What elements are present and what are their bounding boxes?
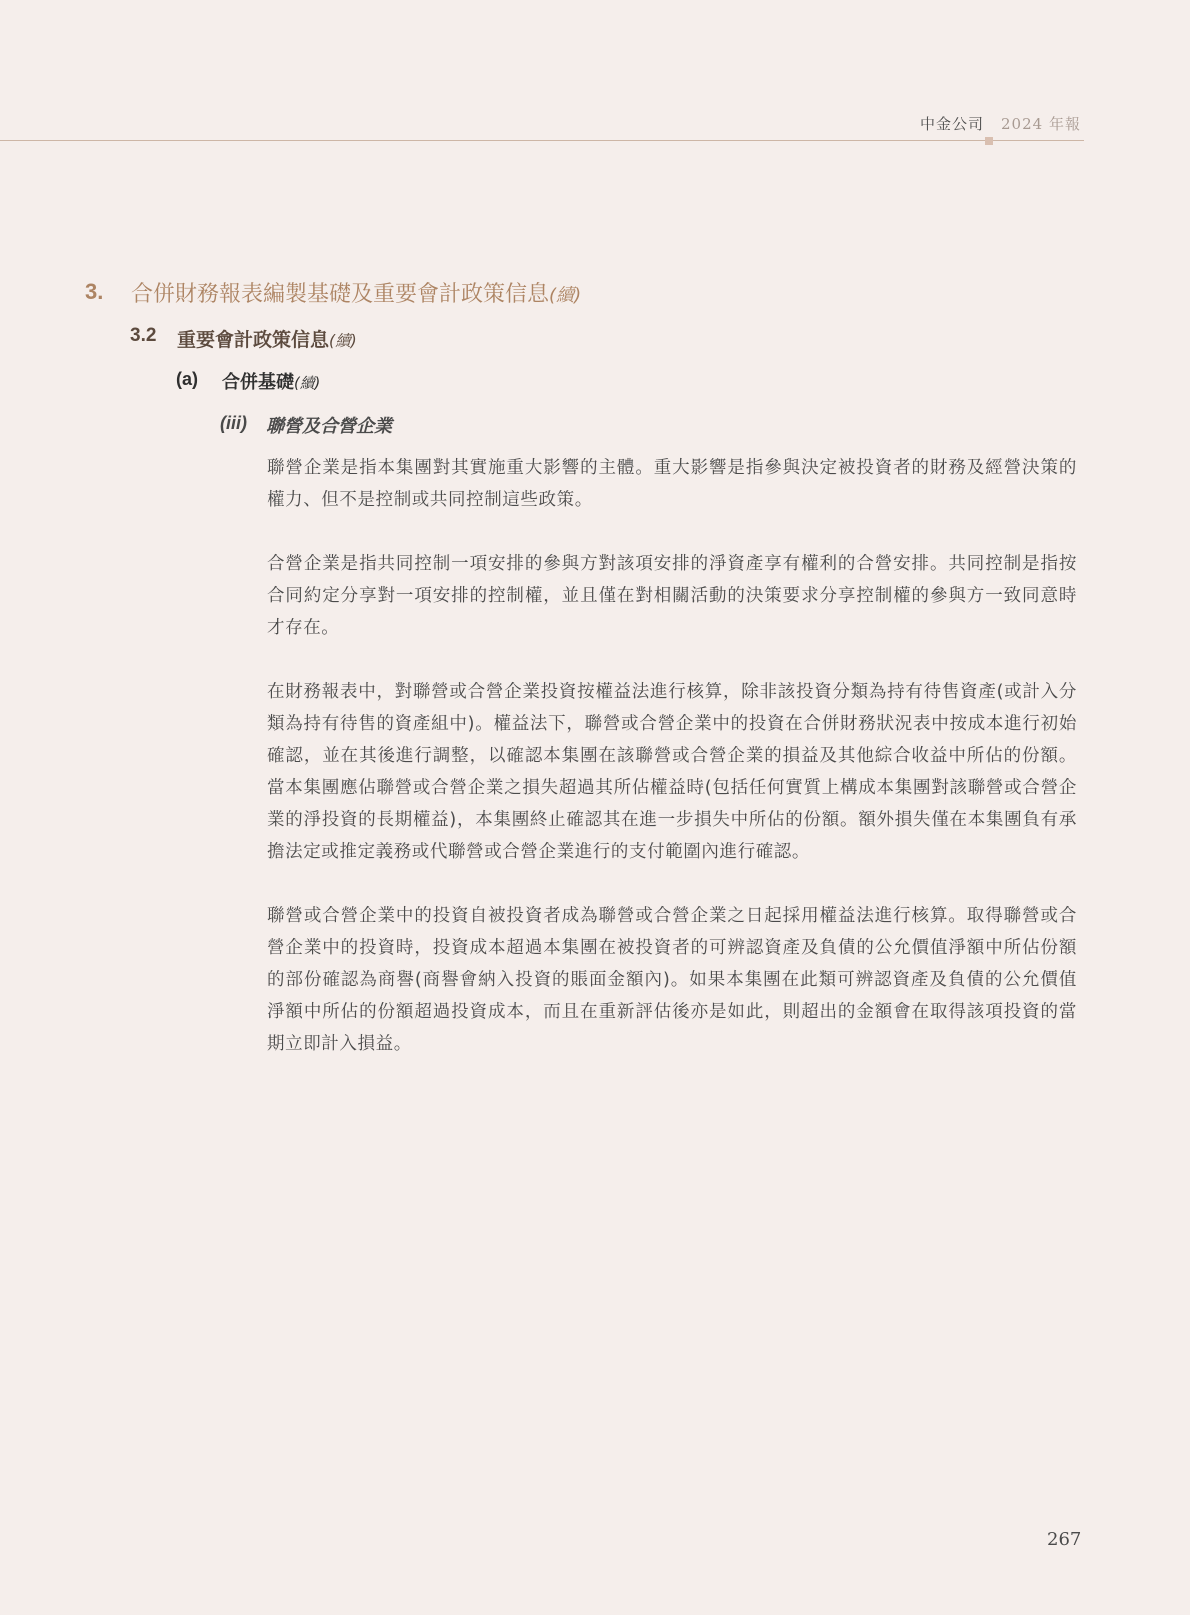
body-text <box>267 452 1077 1092</box>
subsection-continued: (續) <box>329 332 357 350</box>
section-number: 3. <box>85 279 104 304</box>
subsection-number: 3.2 <box>130 325 157 346</box>
section-title-text: 合併財務報表編製基礎及重要會計政策信息 <box>131 282 550 307</box>
paragraph: 聯營企業是指本集團對其實施重大影響的主體。重大影響是指參與決定被投資者的財務及經營決策的權力、但不是控制或共同控制這些政策。 <box>267 458 1077 510</box>
subsection-title <box>177 325 357 352</box>
paragraph: 在財務報表中，對聯營或合營企業投資按權益法進行核算，除非該投資分類為持有待售資產(或計入分類為持有待售的資產組中)。權益法下，聯營或合營企業中的投資在合併財務狀況表中按成本進行初始確認，並在其後進行調整，以確認本集團在該聯營或合營企業的損益及其他綜合收益中所佔的份額。當本集團應佔聯營或合營企業之損失超過其所佔權益時(包括任何實質上構成本集團對該聯營或合營企業的淨投資的長期權益)，本集團終止確認其在進一步損失中所佔的份額。額外損失僅在本集團負有承擔法定或推定義務或代聯營或合營企業進行的支付範圍內進行確認。 <box>267 682 1077 862</box>
item-continued: (續) <box>294 375 321 392</box>
item-title-text: 合併基礎 <box>222 372 294 393</box>
header-company: 中金公司 <box>919 115 984 133</box>
paragraph: 聯營或合營企業中的投資自被投資者成為聯營或合營企業之日起採用權益法進行核算。取得聯營或合營企業中的投資時，投資成本超過本集團在被投資者的可辨認資產及負債的公允價值淨額中所佔份額的部份確認為商譽(商譽會納入投資的賬面金額內)。如果本集團在此類可辨認資產及負債的公允價值淨額中所佔的份額超過投資成本，而且在重新評估後亦是如此，則超出的金額會在取得該項投資的當期立即計入損益。 <box>267 906 1077 1054</box>
subsection-title-text: 重要會計政策信息 <box>177 329 330 351</box>
header-report-title: 2024 年報 <box>1001 115 1081 133</box>
paragraph: 合營企業是指共同控制一項安排的參與方對該項安排的淨資產享有權利的合營安排。共同控制是指按合同約定分享對一項安排的控制權，並且僅在對相關活動的決策要求分享控制權的參與方一致同意時才存在。 <box>267 554 1077 638</box>
item-number: (a) <box>176 369 198 389</box>
section-title <box>131 277 581 308</box>
header-marker <box>985 137 993 145</box>
header-rule <box>0 140 1084 141</box>
item-title <box>222 368 320 394</box>
section-continued: (續) <box>549 285 582 306</box>
page-number: 267 <box>1047 1529 1082 1550</box>
subitem-number: (iii) <box>220 413 247 433</box>
subitem-title: 聯營及合營企業 <box>266 416 392 437</box>
